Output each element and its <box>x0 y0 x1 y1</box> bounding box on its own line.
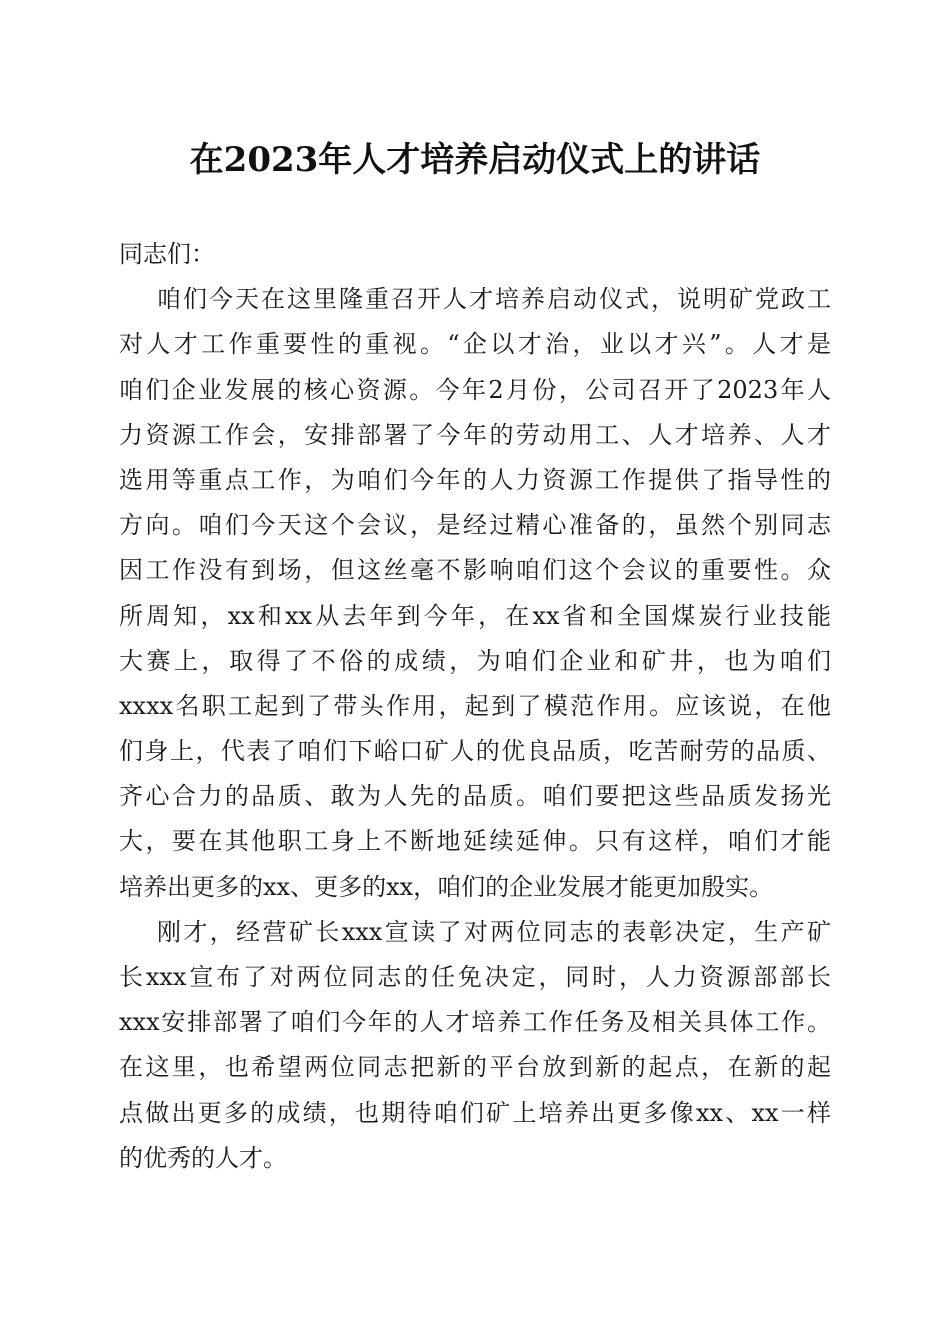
paragraph-line: 对人才工作重要性的重视。“企以才治，业以才兴”。人才是 <box>119 330 831 359</box>
paragraph-line: 大，要在其他职工身上不断地延续延伸。只有这样，咱们才能 <box>119 827 831 856</box>
paragraph-line: 齐心合力的品质、敢为人先的品质。咱们要把这些品质发扬光 <box>119 782 831 811</box>
paragraph-line: 咱们今天在这里隆重召开人才培养启动仪式，说明矿党政工 <box>157 285 831 314</box>
paragraph-1 <box>119 277 831 910</box>
document-title: 在2023年人才培养启动仪式上的讲话 <box>189 140 761 180</box>
paragraph-line: 力资源工作会，安排部署了今年的劳动用工、人才培养、人才 <box>119 420 831 449</box>
document-body <box>119 232 831 1181</box>
paragraph-line: 大赛上，取得了不俗的成绩，为咱们企业和矿井，也为咱们 <box>119 646 831 675</box>
paragraph-line: 的优秀的人才。 <box>119 1143 287 1172</box>
paragraph-line: 方向。咱们今天这个会议，是经过精心准备的，虽然个别同志 <box>119 511 831 540</box>
paragraph-line: xxxx名职工起到了带头作用，起到了模范作用。应该说，在他 <box>119 691 831 720</box>
paragraph-line: 在这里，也希望两位同志把新的平台放到新的起点，在新的起 <box>119 1053 831 1082</box>
paragraph-line: xxx安排部署了咱们今年的人才培养工作任务及相关具体工作。 <box>119 1008 831 1037</box>
paragraph-line: 培养出更多的xx、更多的xx，咱们的企业发展才能更加殷实。 <box>119 872 774 901</box>
paragraph-line: 因工作没有到场，但这丝毫不影响咱们这个会议的重要性。众 <box>119 556 831 585</box>
paragraph-line: 刚才，经营矿长xxx宣读了对两位同志的表彰决定，生产矿 <box>157 917 831 946</box>
paragraph-line: 长xxx宣布了对两位同志的任免决定，同时，人力资源部部长 <box>119 963 831 991</box>
paragraph-line: 咱们企业发展的核心资源。今年2月份，公司召开了2023年人 <box>119 375 831 404</box>
paragraph-line: 点做出更多的成绩，也期待咱们矿上培养出更多像xx、xx一样 <box>119 1098 831 1127</box>
paragraph-line: 选用等重点工作，为咱们今年的人力资源工作提供了指导性的 <box>119 465 831 494</box>
paragraph-line: 所周知，xx和xx从去年到今年，在xx省和全国煤炭行业技能 <box>119 601 831 630</box>
salutation: 同志们： <box>119 240 215 268</box>
paragraph-2 <box>119 910 831 1181</box>
paragraph-line: 们身上，代表了咱们下峪口矿人的优良品质，吃苦耐劳的品质、 <box>119 737 831 766</box>
